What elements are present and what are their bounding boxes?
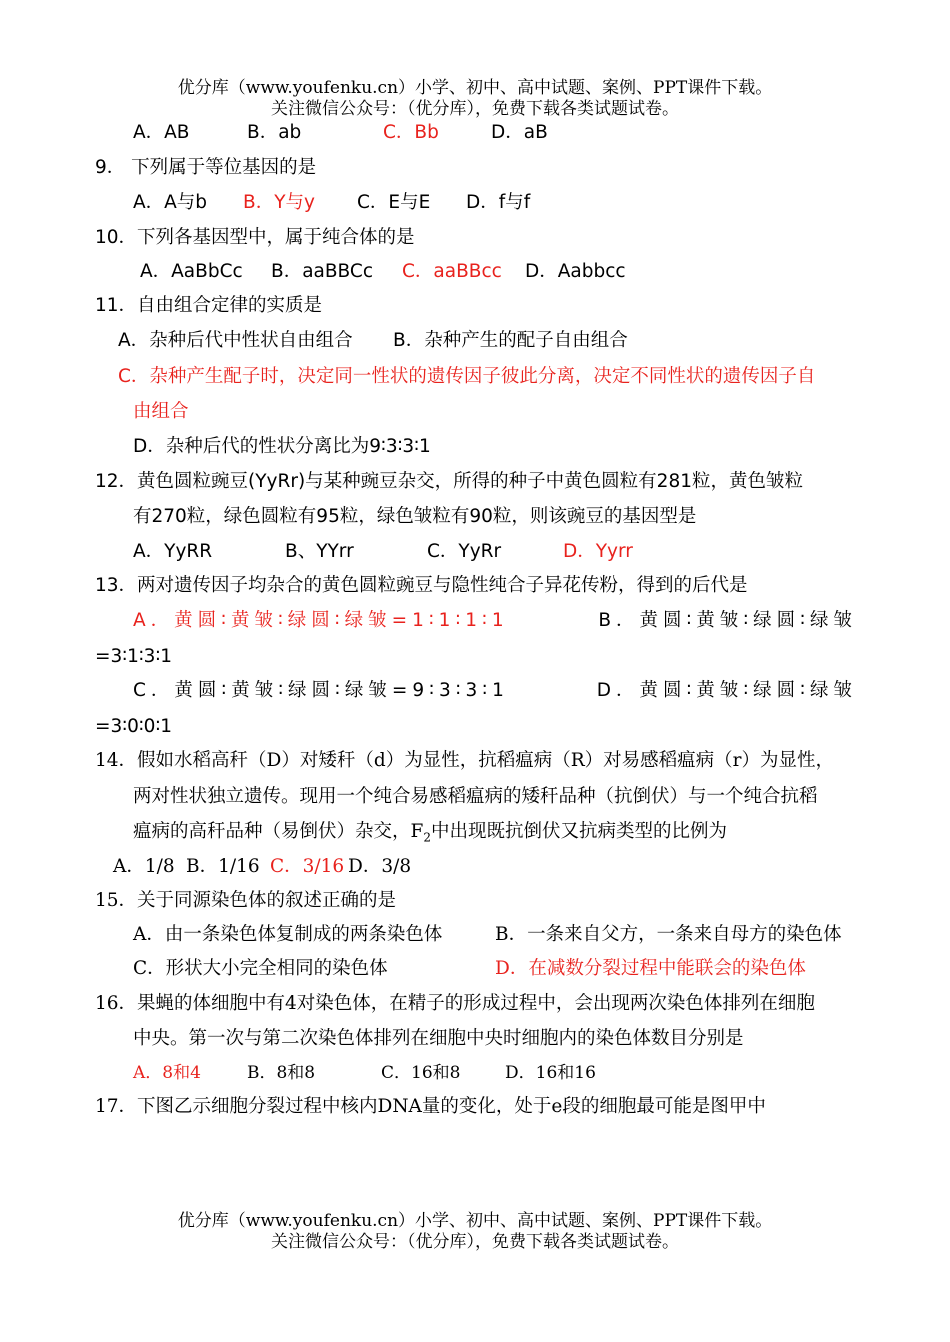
question-10-stem: 10．下列各基因型中，属于纯合体的是 xyxy=(95,227,415,248)
question-11-stem: 11．自由组合定律的实质是 xyxy=(95,295,323,316)
question-12-stem-line2: 有270粒，绿色圆粒有95粒，绿色皱粒有90粒，则该豌豆的基因型是 xyxy=(133,506,697,527)
question-16-stem-line2: 中央。第一次与第二次染色体排列在细胞中央时细胞内的染色体数目分别是 xyxy=(133,1028,744,1049)
question-13-options-ab xyxy=(133,609,857,633)
question-14-stem-line3: 瘟病的高秆品种（易倒伏）杂交，$F_2$中出现既抗倒伏又抗病类型的比例为 xyxy=(133,821,727,845)
option-a: A．YyRR xyxy=(133,541,213,562)
option-d: D．黄圆∶黄皱∶绿圆∶绿皱 xyxy=(596,680,857,701)
question-11-options-ab xyxy=(118,329,628,353)
page-header-line2: 关注微信公众号：（优分库），免费下载各类试题试卷。 xyxy=(271,99,679,119)
question-14-options xyxy=(113,855,411,879)
question-17-stem: 17．下图乙示细胞分裂过程中核内DNA量的变化，处于e段的细胞最可能是图甲中 xyxy=(95,1096,766,1117)
question-11-option-d: D．杂种后代的性状分离比为9∶3∶3∶1 xyxy=(133,436,431,457)
option-a: A．AB xyxy=(133,122,190,143)
option-a: A．黄圆∶黄皱∶绿圆∶绿皱=1∶1∶1∶1 xyxy=(133,610,509,631)
question-15-options-ab xyxy=(133,923,842,947)
question-13-option-b-ratio: =3∶1∶3∶1 xyxy=(95,646,173,667)
option-d: D．f与f xyxy=(466,192,531,213)
question-14-stem-line2: 两对性状独立遗传。现用一个纯合易感稻瘟病的矮秆品种（抗倒伏）与一个纯合抗稻 xyxy=(133,786,818,807)
question-11-option-c-line2: 由组合 xyxy=(133,401,189,422)
option-a: A．AaBbCc xyxy=(140,261,243,282)
option-c: C．形状大小完全相同的染色体 xyxy=(133,958,388,979)
question-16-options xyxy=(133,1061,596,1085)
option-a: A．杂种后代中性状自由组合 xyxy=(118,330,353,351)
option-c: C．3/16 xyxy=(270,856,345,877)
question-8-options xyxy=(133,121,548,145)
page-footer-line2: 关注微信公众号：（优分库），免费下载各类试题试卷。 xyxy=(271,1232,679,1252)
option-b: B．黄圆∶黄皱∶绿圆∶绿皱 xyxy=(598,610,857,631)
option-d: D．3/8 xyxy=(348,856,412,877)
question-12-stem-line1: 12．黄色圆粒豌豆(YyRr)与某种豌豆杂交，所得的种子中黄色圆粒有281粒，黄色皱粒 xyxy=(95,471,803,492)
question-16-stem-line1: 16．果蝇的体细胞中有4对染色体，在精子的形成过程中，会出现两次染色体排列在细胞 xyxy=(95,993,815,1014)
question-11-option-c-line1: C．杂种产生配子时，决定同一性状的遗传因子彼此分离，决定不同性状的遗传因子自 xyxy=(118,366,816,387)
option-b: B、YYrr xyxy=(285,541,354,562)
option-d: D．Yyrr xyxy=(563,541,633,562)
question-15-options-cd xyxy=(133,957,806,981)
question-13-options-cd xyxy=(133,679,857,703)
option-c: C．Bb xyxy=(383,122,439,143)
page-header-line1: 优分库（www.youfenku.cn）小学、初中、高中试题、案例、PPT课件下载。 xyxy=(177,78,773,98)
option-c: C．YyRr xyxy=(427,541,502,562)
option-c: C．E与E xyxy=(357,192,431,213)
question-12-options xyxy=(133,540,633,564)
question-13-option-d-ratio: =3∶0∶0∶1 xyxy=(95,716,173,737)
option-a: A．8和4 xyxy=(133,1063,201,1083)
option-b: B．ab xyxy=(247,122,302,143)
question-15-stem: 15．关于同源染色体的叙述正确的是 xyxy=(95,890,397,911)
option-d: D．Aabbcc xyxy=(525,261,626,282)
option-b: B．1/16 xyxy=(186,856,260,877)
question-10-options xyxy=(140,260,626,284)
option-b: B．一条来自父方，一条来自母方的染色体 xyxy=(495,924,842,945)
option-c: C．黄圆∶黄皱∶绿圆∶绿皱=9∶3∶3∶1 xyxy=(133,680,509,701)
option-b: B．aaBBCc xyxy=(271,261,374,282)
option-b: B．Y与y xyxy=(243,192,315,213)
option-d: D．在减数分裂过程中能联会的染色体 xyxy=(495,958,806,979)
question-14-stem-line1: 14．假如水稻高秆（D）对矮秆（d）为显性，抗稻瘟病（R）对易感稻瘟病（r）为显性， xyxy=(95,750,834,771)
option-c: C．aaBBcc xyxy=(402,261,502,282)
question-9-stem: 9． 下列属于等位基因的是 xyxy=(95,157,317,178)
page-footer-line1: 优分库（www.youfenku.cn）小学、初中、高中试题、案例、PPT课件下载。 xyxy=(177,1211,773,1231)
option-a: A．1/8 xyxy=(113,856,175,877)
question-9-options xyxy=(133,191,530,215)
option-d: D．aB xyxy=(491,122,548,143)
option-d: D．16和16 xyxy=(505,1063,596,1083)
option-a: A．A与b xyxy=(133,192,208,213)
option-b: B．杂种产生的配子自由组合 xyxy=(393,330,628,351)
question-13-stem: 13．两对遗传因子均杂合的黄色圆粒豌豆与隐性纯合子异花传粉，得到的后代是 xyxy=(95,575,748,596)
option-a: A．由一条染色体复制成的两条染色体 xyxy=(133,924,443,945)
option-c: C．16和8 xyxy=(381,1063,461,1083)
option-b: B．8和8 xyxy=(247,1063,316,1083)
